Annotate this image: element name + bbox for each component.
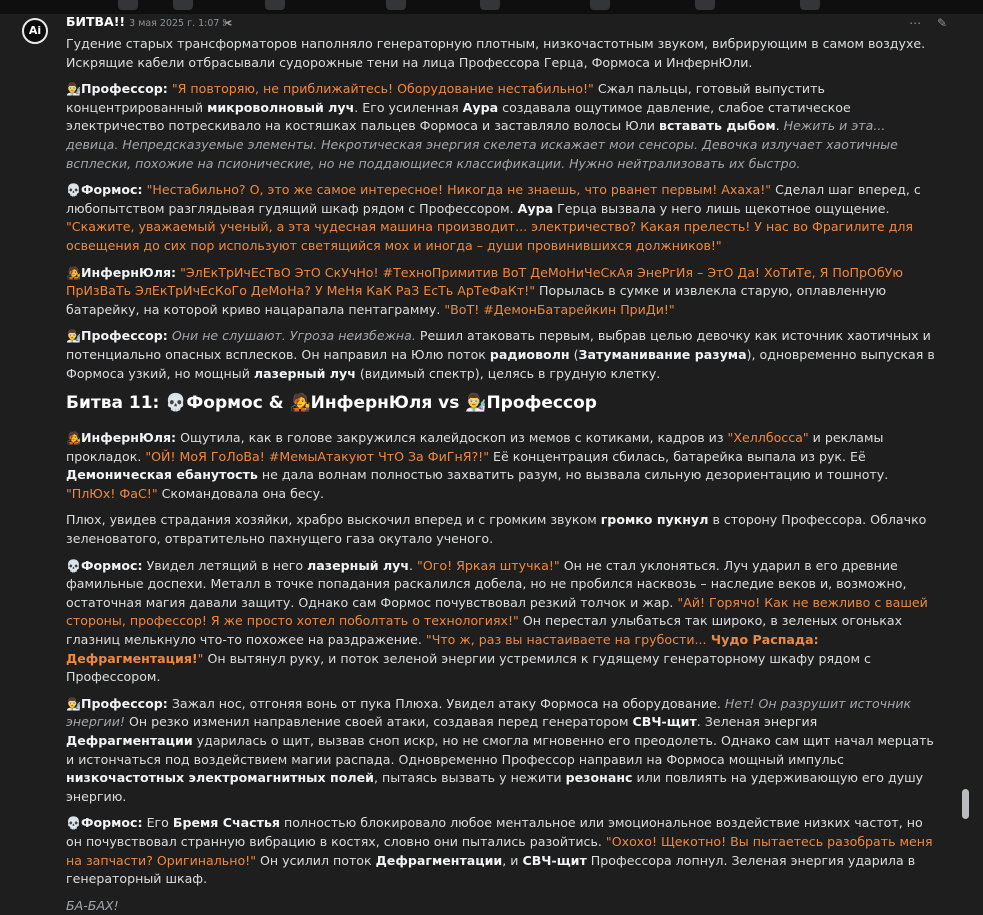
emphasis: радиоволн	[489, 346, 570, 362]
quote: "ЭлЕкТрИчЕсТвО ЭтО СкУчНо! #ТехноПримитив ВоТ ДеМоНиЧеСкАя ЭнеРгИя – ЭтО Да! ХоТиТе, Я ПоПрОбУю ПрИзВаТь ЭлЕкТрИчЕсКоГо ДеМоНа? У МеНя КаК РаЗ ЕсТь АрТеФаКт!"	[66, 264, 903, 299]
message-content	[66, 35, 938, 915]
text: Её концентрация сбилась, батарейка выпала из рук. Её	[489, 448, 866, 464]
text: , и	[502, 852, 523, 868]
thought: Нежить и эта... девица. Непредсказуемые элементы. Некротическая энергия скелета искажает мои сенсоры. Девочка излучает хаотичные всплески, похожие на псионические, но не поддающиеся классификации. Нужно нейтрализовать их быстро.	[66, 118, 898, 171]
quote: "ВоТ! #ДемонБатарейкин ПриДи!"	[444, 301, 675, 317]
emphasis: лазерный луч	[253, 365, 356, 381]
toolbar-icon-4[interactable]	[386, 0, 406, 10]
text: создавала ощутимое давление, слабое статическое электричество потрескивало на костяшках пальцев Формоса и заставляло волосы Юли	[66, 99, 851, 134]
top-toolbar	[0, 0, 983, 14]
text: Он резко изменил направление своей атаки, создавая перед генератором	[124, 714, 633, 730]
text: Его	[142, 815, 173, 831]
text: БА-БАХ!	[66, 897, 119, 913]
scientist-icon: 👨‍🔬	[66, 82, 81, 97]
avatar[interactable]: Ai	[22, 18, 48, 44]
singer-icon: 🧑‍🎤	[66, 431, 81, 446]
emphasis: Демоническая ебанутость	[66, 467, 258, 483]
singer-icon: 🧑‍🎤	[289, 393, 311, 414]
text: и рекламы прокладок.	[66, 430, 884, 464]
emphasis: СВЧ-щит	[522, 852, 587, 868]
heading-text: Формос &	[186, 393, 290, 414]
quote: "Скажите, уважаемый ученый, а эта чудесная машина производит... электричество? Какая прелесть! У нас во Фрагилите для освещения до сих пор используют светящийся мох и иногда – души провинившихся должников!"	[66, 219, 913, 253]
toolbar-icon-6[interactable]	[590, 0, 610, 10]
text: Решил атаковать первым, выбрав целью девочку как источник хаотичных и потенциально опасных всплесков. Он направил на Юлю поток	[66, 328, 931, 362]
quote: "ПлЮх! ФаС!"	[66, 485, 158, 501]
toolbar-icon-5[interactable]	[480, 0, 500, 10]
emphasis: Аура	[517, 200, 554, 216]
text: .	[409, 557, 418, 573]
text: . Его усиленная	[354, 99, 463, 115]
quote: "Я повторяю, не приближайтесь! Оборудование нестабильно!"	[171, 81, 594, 97]
author-name[interactable]: БИТВА!!	[66, 14, 126, 29]
text: не дала волнам полностью захватить разум, но вызвала сильную дезориентацию и тошноту.	[257, 467, 889, 483]
skull-icon: 💀	[66, 558, 81, 573]
text: Увидел летящий в него	[142, 557, 308, 573]
text: ударилась о щит, вызвав сноп искр, но не смогла мгновенно его преодолеть. Однако сам щит начал мерцать и истончаться под воздействием магии распада. Одновременно Профессор направил на Формоса мощный импульс	[66, 733, 934, 767]
emphasis: СВЧ-щит	[632, 714, 697, 730]
speaker-name: ИнфернЮля:	[80, 430, 177, 446]
text: Зажал нос, отгоняя вонь от пука Плюха. Увидел атаку Формоса на оборудование.	[167, 695, 725, 711]
text: Он вытянул руку, и поток зеленой энергии устремился к гудящему генераторному шкафу рядом с Профессором.	[66, 650, 871, 685]
text: полностью блокировало любое ментальное или эмоциональное воздействие низких частот, но он почувствовал странную вибрацию в костях, словно они пытались разойтись.	[66, 815, 923, 849]
skull-icon: 💀	[165, 393, 187, 414]
speaker-name: Профессор:	[80, 695, 168, 711]
emphasis-quote: Чудо Распада: Дефрагментация!	[66, 632, 819, 666]
battle-heading	[66, 391, 938, 415]
text: (	[569, 346, 579, 362]
paragraph-infernyulya-2	[66, 429, 938, 503]
message-header	[66, 14, 232, 32]
skull-icon: 💀	[66, 183, 81, 198]
toolbar-icon-3[interactable]	[265, 0, 285, 10]
paragraph-formos-1	[66, 181, 938, 255]
quote: "	[197, 650, 204, 666]
paragraph-formos-3	[66, 814, 938, 888]
emphasis: Затуманивание разума	[578, 346, 747, 362]
emphasis: Дефрагментации	[66, 733, 193, 748]
text: (видимый спектр), целясь в грудную клетку.	[355, 365, 661, 381]
quote: "Ого! Яркая штучка!"	[417, 557, 560, 573]
scissors-icon: ✀	[222, 18, 233, 29]
emphasis: низкочастотных электромагнитных полей	[66, 770, 374, 786]
heading-text: Профессор	[486, 393, 597, 414]
speaker-name: Формос:	[80, 182, 143, 198]
text: Ощутила, как в голове закружился калейдоскоп из мемов с котиками, кадров из	[176, 430, 728, 446]
heading-text: ИнфернЮля vs	[310, 393, 466, 414]
emphasis: громко пукнул	[600, 512, 709, 528]
quote: "Хеллбосса"	[727, 430, 809, 446]
singer-icon: 🧑‍🎤	[66, 265, 81, 280]
paragraph-footer	[66, 897, 938, 915]
emphasis: Аура	[462, 99, 499, 115]
quote: "Охохо! Щекотно! Вы пытаетесь разобрать меня на запчасти? Оригинально!"	[66, 833, 933, 868]
paragraph-professor-3	[66, 695, 938, 807]
speaker-name: Профессор:	[80, 328, 168, 344]
scientist-icon: 👨‍🔬	[66, 329, 81, 344]
text: в сторону Профессора. Облачко зеленоватого, отвратительно пахнущего газа окутало ученого.	[66, 512, 927, 547]
emphasis: резонанс	[565, 770, 633, 786]
emphasis: вставать дыбом	[658, 118, 776, 134]
emphasis: Дефрагментации	[375, 852, 503, 868]
text: или повлиять на удерживающую его душу энергию.	[66, 770, 924, 804]
text: Сделал шаг вперед, с любопытством разглядывая гудящий шкаф рядом с Профессором.	[66, 182, 921, 216]
text: Он усилил поток	[256, 852, 376, 868]
text: Герца вызвала у него лишь щекотное ощущение.	[553, 200, 890, 216]
paragraph-professor-2	[66, 327, 938, 383]
thought: Они не слушают. Угроза неизбежна.	[171, 328, 416, 344]
paragraph-infernyulya-1	[66, 264, 938, 320]
text: . Зеленая энергия	[696, 714, 818, 730]
text: Сжал пальцы, готовый выпустить концентрированный	[66, 81, 825, 115]
message-actions-icon[interactable]: ⋯ ✎	[909, 16, 953, 30]
emphasis: Бремя Счастья	[172, 815, 280, 831]
text: Профессора лопнул. Зеленая энергия ударила в генераторный шкаф.	[66, 852, 916, 887]
text: Гудение старых трансформаторов наполняло генераторную плотным, низкочастотным звуком, вибрирующим в самом воздухе. Искрящие кабели отбрасывали судорожные тени на лица Профессора Герца, Формоса и ИнфернЮли.	[66, 36, 926, 70]
speaker-name: ИнфернЮля:	[80, 264, 177, 280]
text: ), одновременно выпуская в Формоса узкий, но мощный	[66, 346, 935, 381]
text: Скомандовала она бесу.	[157, 485, 325, 501]
quote: "Что ж, раз вы настаиваете на грубости...	[425, 632, 707, 648]
text: .	[775, 118, 784, 134]
speaker-name: Формос:	[80, 557, 143, 573]
paragraph-professor-1	[66, 80, 938, 173]
speaker-name: Профессор:	[80, 81, 168, 97]
scientist-icon: 👨‍🔬	[66, 696, 81, 711]
text: Он не стал уклоняться. Луч ударил в его древние фамильные доспехи. Металл в точке попадания раскалился добела, но не пробился насквозь – наследие веков и, возможно, остаточная магия давали защиту. Однако сам Формос почувствовал резкий толчок и жар.	[66, 557, 907, 610]
quote: "ОЙ! МоЯ ГоЛоВа! #МемыАтакуют ЧтО За ФиГнЯ?!"	[145, 448, 489, 464]
text: , пытаясь вызвать у нежити	[373, 770, 566, 786]
text: Плюх, увидев страдания хозяйки, храбро выскочил вперед и с громким звуком	[66, 512, 601, 528]
timestamp: 3 мая 2025 г. 1:07	[129, 18, 220, 29]
paragraph-formos-2	[66, 557, 938, 687]
emphasis: микроволновый луч	[207, 99, 355, 115]
toolbar-icon-2[interactable]	[173, 0, 193, 10]
emphasis: лазерный луч	[307, 557, 410, 573]
toolbar-icon-8[interactable]	[800, 0, 820, 10]
quote: "Нестабильно? О, это же самое интересное! Никогда не знаешь, что рванет первым! Ахаха!"	[146, 182, 772, 198]
quote: "Ай! Горячо! Как не вежливо с вашей стороны, профессор! Я же просто хотел поболтать о технологиях!"	[66, 594, 928, 629]
speaker-name: Формос:	[80, 815, 143, 831]
skull-icon: 💀	[66, 816, 81, 831]
thought: Нет! Он разрушит источник энергии!	[66, 695, 912, 730]
paragraph-plyukh	[66, 511, 938, 548]
toolbar-icon-7[interactable]	[695, 0, 715, 10]
text: Он перестал улыбаться так широко, в зеленых огоньках глазниц мелькнуло что-то похожее на раздражение.	[66, 613, 903, 648]
scientist-icon: 👨‍🔬	[465, 393, 487, 414]
scrollbar-thumb[interactable]	[962, 789, 969, 819]
heading-text: Битва 11:	[66, 393, 166, 414]
toolbar-icon-1[interactable]	[118, 0, 138, 10]
text: Порылась в сумке и извлекла старую, оплавленную батарейку, на которой криво нацарапала пентаграмму.	[66, 283, 887, 317]
paragraph-intro	[66, 35, 938, 72]
